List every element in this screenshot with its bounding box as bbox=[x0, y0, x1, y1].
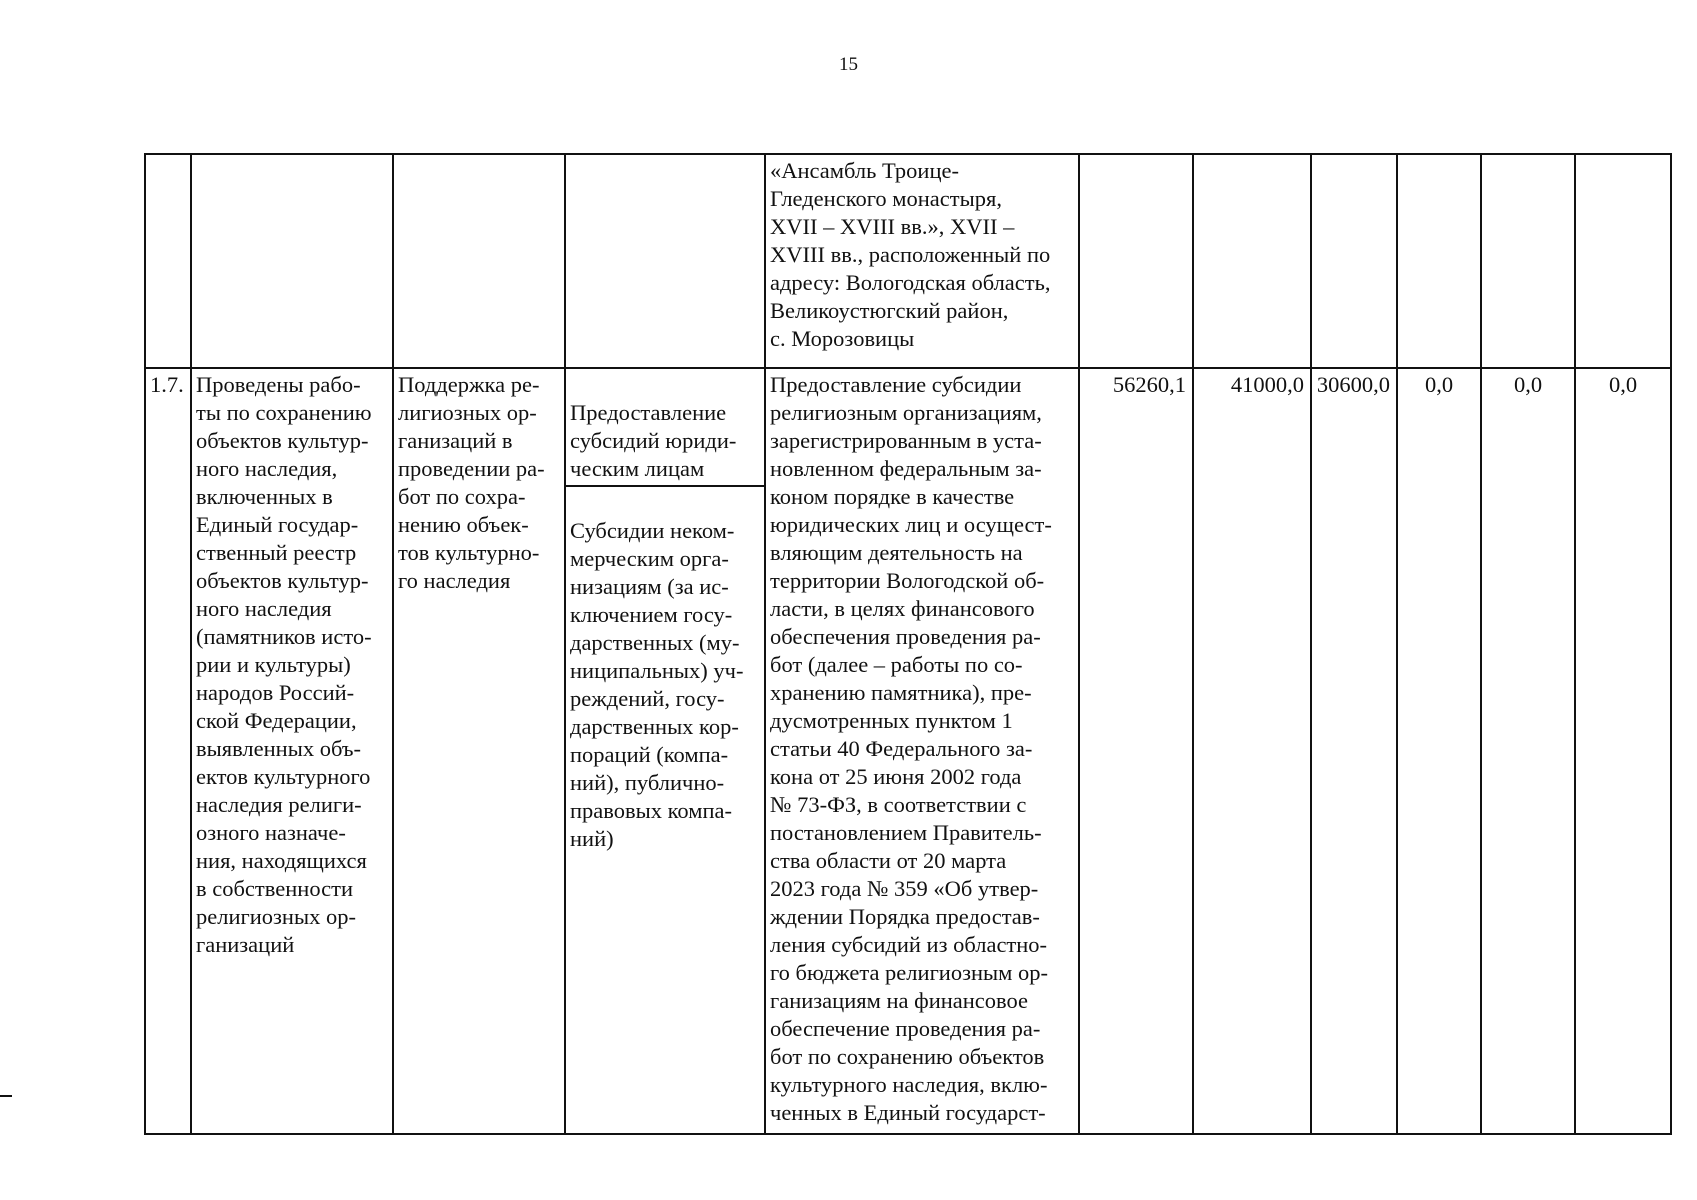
measure-cell: Поддержка ре- лигиозных ор- ганизаций в проведении ра- бот по сохра- нению объек- тов культурно- го наследия bbox=[393, 368, 565, 1134]
description-cell: Предоставление субсидии религиозным организациям, зарегистрированным в уста- новленном федеральным за- коном порядке в качестве юридических лиц и осущест- вляющим деятельность на территории Вологодской об- ласти, в целях финансового обеспечения проведения ра- бот (далее – работы по со- хранению памятника), пре- дусмотренных пунктом 1 статьи 40 Федерального за- кона от 25 июня 2002 года № 73-ФЗ, в соответствии с постановлением Правитель- ства области от 20 марта 2023 года № 359 «Об утвер- ждении Порядка предостав- ления субсидий из областно- го бюджета религиозным ор- ганизациям на финансовое обеспечение проведения ра- бот по сохранению объектов культурного наследия, вклю- ченных в Единый государст- bbox=[765, 368, 1079, 1134]
value-cell: 41000,0 bbox=[1193, 368, 1311, 1134]
page-number: 15 bbox=[839, 54, 858, 75]
cell-empty bbox=[191, 154, 393, 368]
cell-empty bbox=[145, 154, 191, 368]
result-cell: Проведены рабо- ты по сохранению объектов культур- ного наследия, включенных в Единый государ- ственный реестр объектов культур- ного наследия (памятников исто- рии и культуры) народов Россий- ской Федерации, выявленных объ- ектов культурного наследия религи- озного назначе- ния, находящихся в собственности религиозных ор- ганизаций bbox=[191, 368, 393, 1134]
expense-type-bottom: Субсидии неком- мерческим орга- низациям (за ис- ключением госу- дарственных (му- ниципальных) уч- реждений, госу- дарственных кор- пораций (компа- ний), публично- правовых компа- ний) bbox=[570, 518, 744, 851]
cell-empty bbox=[1193, 154, 1311, 368]
project-table bbox=[144, 153, 1672, 1135]
value-cell: 0,0 bbox=[1481, 368, 1575, 1134]
row-number-cell: 1.7. bbox=[145, 368, 191, 1134]
object-description-cell: «Ансамбль Троице- Гледенского монастыря, XVII – XVIII вв.», XVII – XVIII вв., расположенный по адресу: Вологодская область, Великоустюгский район, с. Морозовицы bbox=[765, 154, 1079, 368]
margin-mark bbox=[0, 1095, 12, 1097]
cell-empty bbox=[1397, 154, 1481, 368]
expense-type-top: Предоставление субсидий юриди- ческим лицам bbox=[566, 397, 764, 487]
value-cell: 56260,1 bbox=[1079, 368, 1193, 1134]
cell-empty bbox=[393, 154, 565, 368]
expense-type-cell bbox=[565, 368, 765, 1134]
table-row bbox=[145, 154, 1671, 368]
value-cell: 30600,0 bbox=[1311, 368, 1397, 1134]
value-cell: 0,0 bbox=[1397, 368, 1481, 1134]
cell-empty bbox=[1311, 154, 1397, 368]
cell-empty bbox=[1481, 154, 1575, 368]
cell-empty bbox=[565, 154, 765, 368]
value-cell: 0,0 bbox=[1575, 368, 1671, 1134]
cell-empty bbox=[1079, 154, 1193, 368]
table-row bbox=[145, 368, 1671, 1134]
cell-empty bbox=[1575, 154, 1671, 368]
